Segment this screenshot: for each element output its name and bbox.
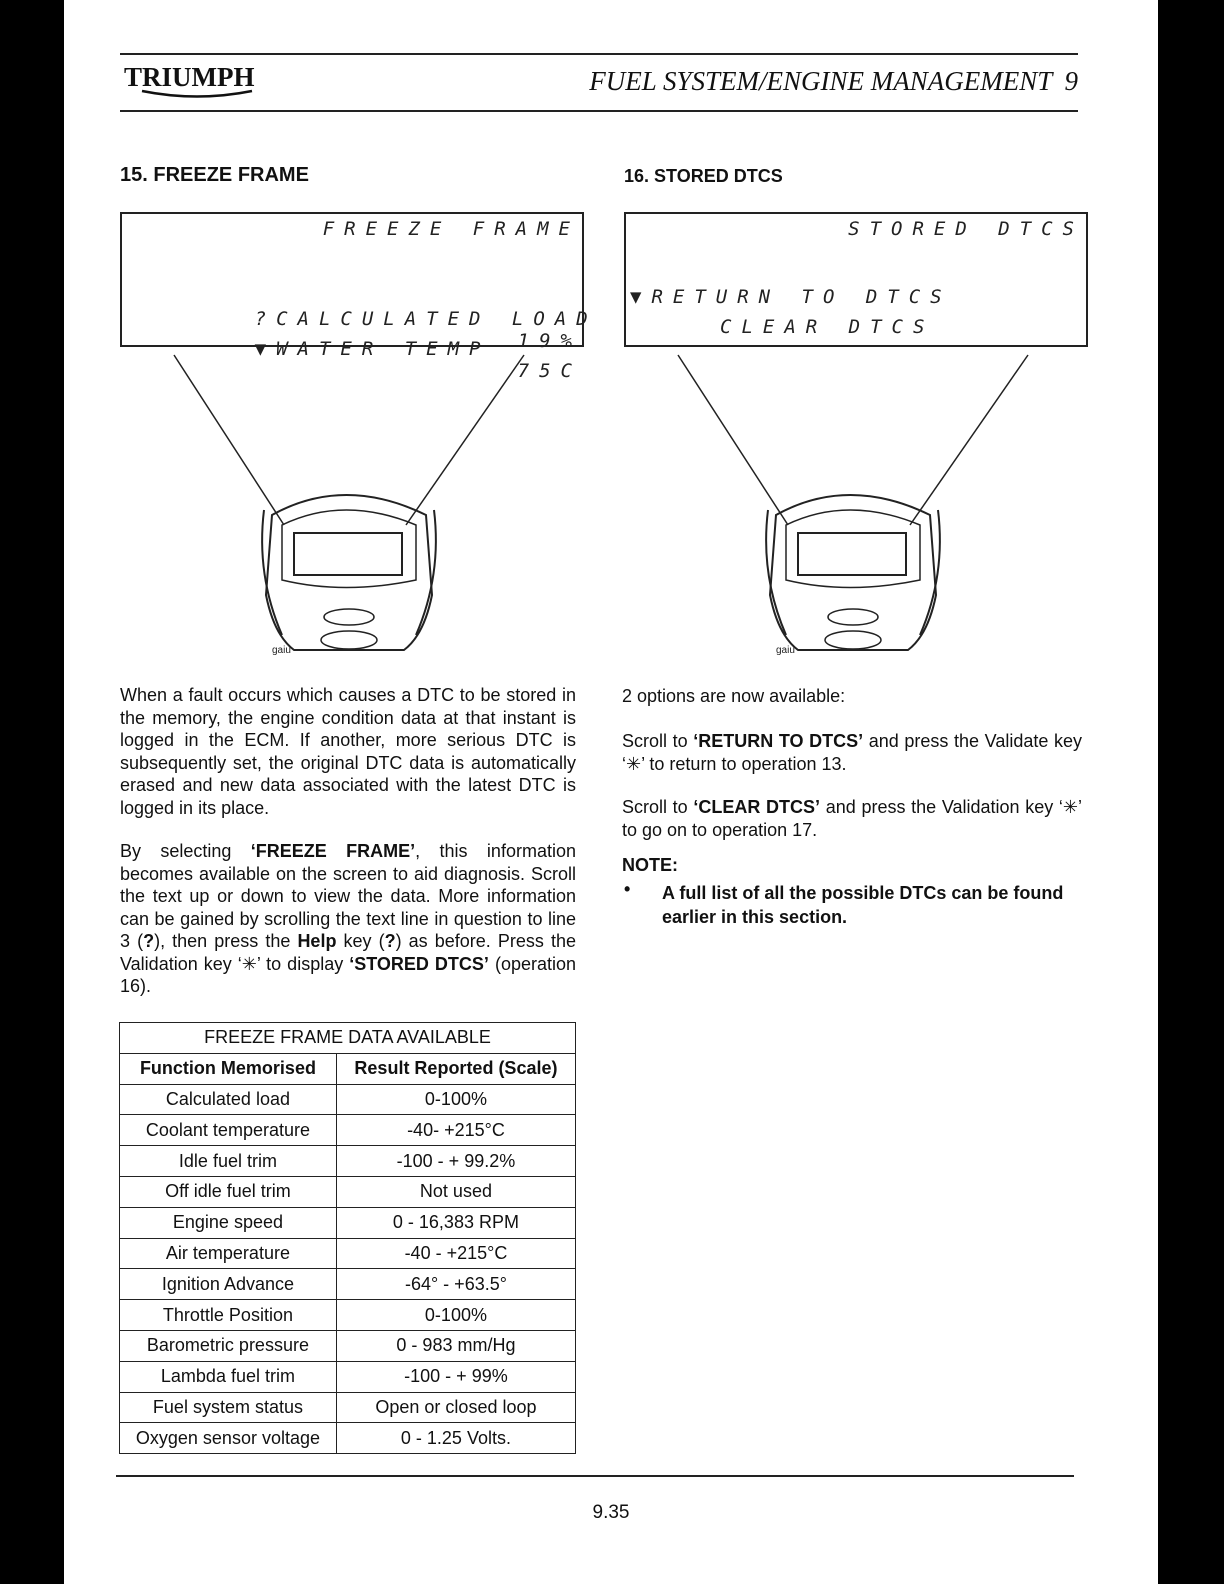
p2-text-a: By selecting xyxy=(120,841,251,861)
p2-text-k: (operation 16). xyxy=(120,953,576,996)
table-row xyxy=(120,1423,576,1454)
return-to-dtcs-term: ‘RETURN TO DTCS’ xyxy=(693,731,864,751)
cell-result: Open or closed loop xyxy=(336,1392,575,1423)
lcd-stored-dtcs xyxy=(624,212,1088,347)
device-caption: gaiu xyxy=(776,645,795,656)
cell-result: -64° - +63.5° xyxy=(336,1269,575,1300)
freeze-frame-paragraph-2 xyxy=(120,840,576,998)
logo-wordmark: TRIUMPH xyxy=(124,62,255,92)
note-title: NOTE: xyxy=(622,855,678,875)
device-caption: gaiu xyxy=(272,645,291,656)
cell-result: Not used xyxy=(336,1176,575,1207)
table-row xyxy=(120,1115,576,1146)
p2-stored-dtcs-term: ‘STORED DTCS’ xyxy=(349,953,489,974)
lcd-line-1: FREEZE FRAME xyxy=(322,218,580,240)
p2-text-g: key ( xyxy=(336,931,385,951)
cell-result: 0 - 983 mm/Hg xyxy=(336,1330,575,1361)
table-row xyxy=(120,1361,576,1392)
p2-help-symbol-2: ? xyxy=(384,931,396,951)
table-row xyxy=(120,1084,576,1115)
p2-text-i: ) as before. Press the Validation key ‘✳’ to display xyxy=(120,931,576,974)
cell-result: 0 - 1.25 Volts. xyxy=(336,1423,575,1454)
cell-function: Air temperature xyxy=(120,1238,337,1269)
note-item: A full list of all the possible DTCs can be found earlier in this section. xyxy=(662,883,1064,927)
lcd-freeze-frame xyxy=(120,212,598,382)
cell-function: Lambda fuel trim xyxy=(120,1361,337,1392)
cell-function: Calculated load xyxy=(120,1084,337,1115)
handheld-tester-illustration xyxy=(164,345,544,665)
cell-result: 0-100% xyxy=(336,1300,575,1331)
p2-help-key-term: Help xyxy=(297,931,337,951)
cell-result: -100 - + 99% xyxy=(336,1361,575,1392)
handheld-tester-illustration xyxy=(668,350,1048,670)
lcd-line-4-label: ▼WATER TEMP xyxy=(254,338,491,360)
footer-rule xyxy=(116,1475,1074,1477)
clear-dtcs-term: ‘CLEAR DTCS’ xyxy=(693,797,821,817)
stored-dtcs-clear-paragraph xyxy=(622,796,1082,841)
lcd-line-4: CLEAR DTCS xyxy=(720,316,935,338)
cell-result: 0 - 16,383 RPM xyxy=(336,1207,575,1238)
cell-function: Oxygen sensor voltage xyxy=(120,1423,337,1454)
table-row xyxy=(120,1392,576,1423)
lcd-line-3-value: 19% xyxy=(517,330,582,352)
cell-function: Engine speed xyxy=(120,1207,337,1238)
page-number: 9.35 xyxy=(592,1502,630,1523)
cell-function: Idle fuel trim xyxy=(120,1146,337,1177)
triumph-logo xyxy=(122,58,272,102)
table-row xyxy=(120,1269,576,1300)
chapter-title xyxy=(589,66,1078,97)
p-text: Scroll to xyxy=(622,731,694,751)
table-row xyxy=(120,1207,576,1238)
p-text: and press the Validation key ‘✳’ to go on to operation 17. xyxy=(622,797,1083,840)
table-title: FREEZE FRAME DATA AVAILABLE xyxy=(120,1023,576,1054)
note-bullet: • xyxy=(624,879,631,899)
cell-function: Fuel system status xyxy=(120,1392,337,1423)
chapter-number: 9 xyxy=(1064,66,1078,96)
cell-result: -40- +215°C xyxy=(336,1115,575,1146)
p-text: Scroll to xyxy=(622,797,694,817)
freeze-frame-paragraph-1: When a fault occurs which causes a DTC to be stored in the memory, the engine condition data at that instant is logged in the ECM. If another, more serious DTC is subsequently set, the original DTC data is automatically erased and new data associated with the latest DTC is logged in its place. xyxy=(120,685,576,818)
p-text: and press the Validate key ‘✳’ to return to operation 13. xyxy=(622,731,1082,774)
header-bottom-rule xyxy=(120,110,1078,112)
header-top-rule xyxy=(120,53,1078,55)
section-heading-stored-dtcs: 16. STORED DTCS xyxy=(624,166,783,186)
table-row xyxy=(120,1176,576,1207)
freeze-frame-data-table xyxy=(119,1022,576,1454)
stored-dtcs-return-paragraph xyxy=(622,730,1082,775)
lcd-line-3: ▼RETURN TO DTCS xyxy=(630,286,952,308)
p2-text-c: , this information becomes available on the screen to aid diagnosis. Scroll the text up or down to view the data. More information can be gained by scrolling the text line in question to line 3 ( xyxy=(120,841,576,951)
lcd-line-4 xyxy=(122,316,582,382)
lcd-line-3-label: ?CALCULATED LOAD xyxy=(254,308,598,330)
cell-result: 0-100% xyxy=(336,1084,575,1115)
cell-function: Ignition Advance xyxy=(120,1269,337,1300)
cell-function: Coolant temperature xyxy=(120,1115,337,1146)
table-row xyxy=(120,1238,576,1269)
cell-function: Off idle fuel trim xyxy=(120,1176,337,1207)
lcd-line-1: STORED DTCS xyxy=(848,218,1084,240)
table-row xyxy=(120,1300,576,1331)
stored-dtcs-intro: 2 options are now available: xyxy=(622,686,846,706)
table-header-function: Function Memorised xyxy=(120,1053,337,1084)
p2-help-symbol-1: ? xyxy=(143,931,155,951)
cell-result: -40 - +215°C xyxy=(336,1238,575,1269)
cell-result: -100 - + 99.2% xyxy=(336,1146,575,1177)
manual-page xyxy=(64,0,1158,1584)
chapter-title-text: FUEL SYSTEM/ENGINE MANAGEMENT xyxy=(589,66,1052,96)
p2-text-e: ), then press the xyxy=(154,931,298,951)
lcd-line-4-value: 75C xyxy=(517,360,582,382)
table-row xyxy=(120,1330,576,1361)
table-header-result: Result Reported (Scale) xyxy=(336,1053,575,1084)
table-row xyxy=(120,1146,576,1177)
cell-function: Throttle Position xyxy=(120,1300,337,1331)
cell-function: Barometric pressure xyxy=(120,1330,337,1361)
p2-freeze-frame-term: ‘FREEZE FRAME’ xyxy=(250,841,416,861)
section-heading-freeze-frame: 15. FREEZE FRAME xyxy=(120,164,309,186)
